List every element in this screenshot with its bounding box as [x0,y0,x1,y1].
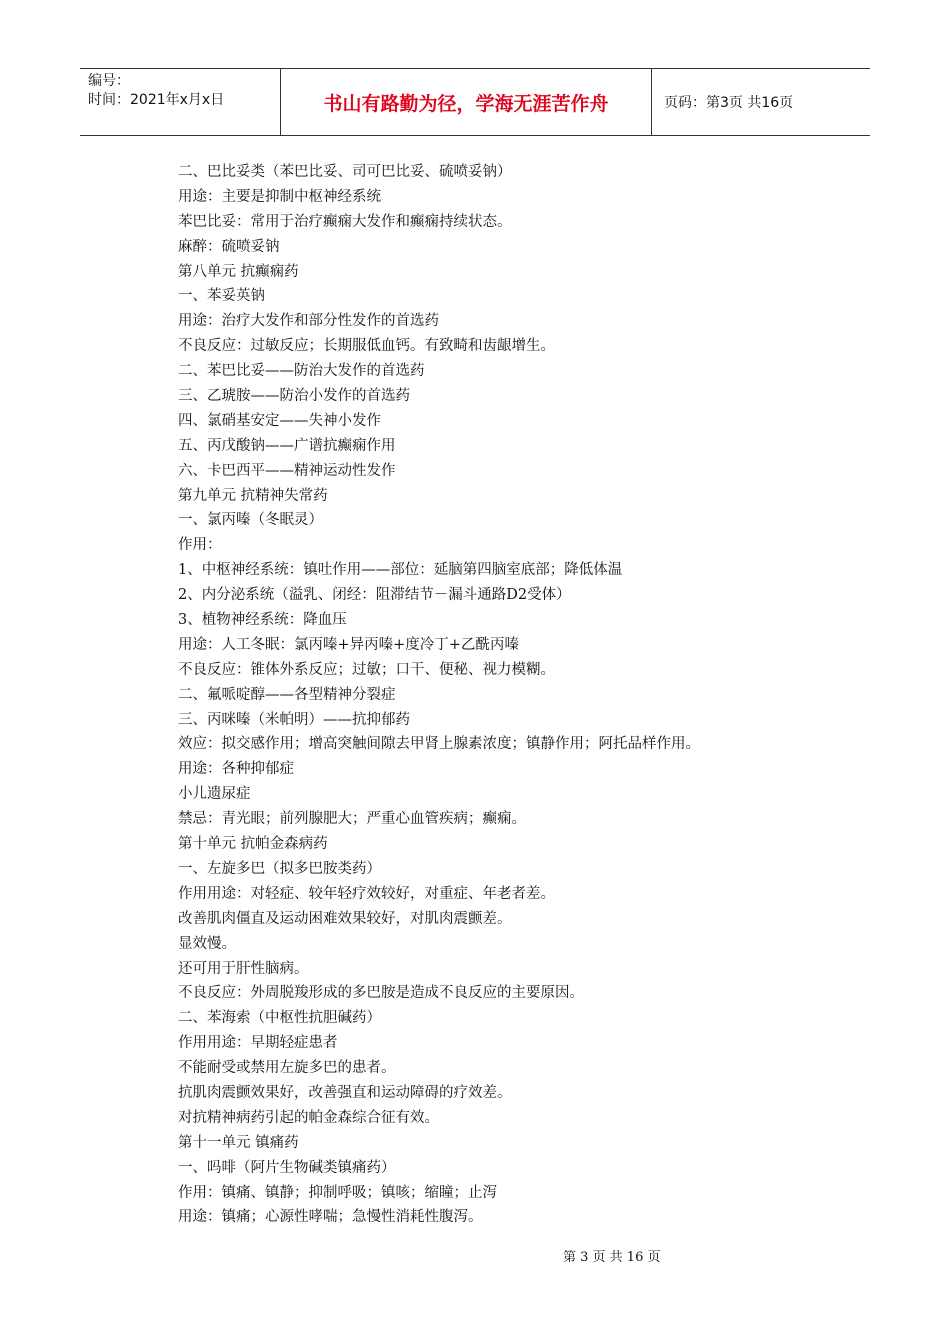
text-line: 二、巴比妥类（苯巴比妥、司可巴比妥、硫喷妥钠） [178,164,512,180]
text-line: 四、氯硝基安定——失神小发作 [178,412,381,429]
text-line: 三、乙琥胺——防治小发作的首选药 [178,388,410,405]
text-line: 1、中枢神经系统：镇吐作用——部位：延脑第四脑室底部；降低体温 [178,562,623,579]
text-line: 第八单元 抗癫痫药 [178,263,299,280]
header-page-info: 页码：第3页 共16页 [664,95,794,111]
text-line: 用途：人工冬眠：氯丙嗪+异丙嗪+度冷丁+乙酰丙嗪 [178,636,519,653]
text-line: 用途：主要是抑制中枢神经系统 [178,188,381,205]
text-line: 作用用途：早期轻症患者 [178,1035,338,1052]
text-line: 麻醉：硫喷妥钠 [178,238,280,255]
text-line: 小儿遗尿症 [178,786,251,803]
text-line: 3、植物神经系统：降血压 [178,612,347,629]
text-line: 作用用途：对轻症、较年轻疗效较好，对重症、年老者差。 [178,885,555,902]
document-body [178,160,818,1230]
text-line: 六、卡巴西平——精神运动性发作 [178,462,396,479]
header-motto: 书山有路勤为径，学海无涯苦作舟 [280,69,652,135]
text-line: 一、氯丙嗪（冬眠灵） [178,512,323,529]
text-line: 二、苯巴比妥——防治大发作的首选药 [178,363,425,380]
text-line: 抗肌肉震颤效果好，改善强直和运动障碍的疗效差。 [178,1084,512,1101]
page-footer: 第 3 页 共 16 页 [563,1250,661,1265]
text-line: 用途：治疗大发作和部分性发作的首选药 [178,313,439,330]
text-line: 一、苯妥英钠 [178,288,265,305]
text-line: 二、苯海索（中枢性抗胆碱药） [178,1010,381,1027]
text-line: 作用： [178,537,222,554]
text-line: 对抗精神病药引起的帕金森综合征有效。 [178,1109,439,1126]
text-line: 效应：拟交感作用；增高突触间隙去甲肾上腺素浓度；镇静作用；阿托品样作用。 [178,736,700,753]
page-header [80,68,870,136]
text-line: 第九单元 抗精神失常药 [178,487,328,504]
text-line: 一、吗啡（阿片生物碱类镇痛药） [178,1159,396,1176]
text-line: 用途：镇痛；心源性哮喘；急慢性消耗性腹泻。 [178,1209,483,1226]
text-line: 第十单元 抗帕金森病药 [178,836,328,853]
text-line: 不良反应：锥体外系反应；过敏；口干、便秘、视力模糊。 [178,661,555,678]
text-line: 不良反应：外周脱羧形成的多巴胺是造成不良反应的主要原因。 [178,985,584,1002]
text-line: 苯巴比妥：常用于治疗癫痫大发作和癫痫持续状态。 [178,213,512,230]
text-line: 还可用于肝性脑病。 [178,960,309,977]
text-line: 显效慢。 [178,935,236,952]
text-line: 一、左旋多巴（拟多巴胺类药） [178,860,381,877]
text-line: 三、丙咪嗪（米帕明）——抗抑郁药 [178,711,410,728]
text-line: 不能耐受或禁用左旋多巴的患者。 [178,1060,396,1077]
text-line: 改善肌肉僵直及运动困难效果较好，对肌肉震颤差。 [178,910,512,927]
text-line: 用途：各种抑郁症 [178,761,294,778]
text-line: 五、丙戊酸钠——广谱抗癫痫作用 [178,437,396,454]
document-date: 时间：2021年x月x日 [88,92,225,108]
text-line: 禁忌：青光眼；前列腺肥大；严重心血管疾病；癫痫。 [178,811,526,828]
text-line: 作用：镇痛、镇静；抑制呼吸；镇咳；缩瞳；止泻 [178,1184,497,1201]
header-meta [80,69,280,135]
document-number-label: 编号： [88,73,130,89]
text-line: 二、氟哌啶醇——各型精神分裂症 [178,686,396,703]
text-line: 不良反应：过敏反应；长期服低血钙。有致畸和齿龈增生。 [178,338,555,355]
text-line: 2、内分泌系统（溢乳、闭经：阻滞结节－漏斗通路D2受体） [178,587,571,604]
text-line: 第十一单元 镇痛药 [178,1134,299,1151]
